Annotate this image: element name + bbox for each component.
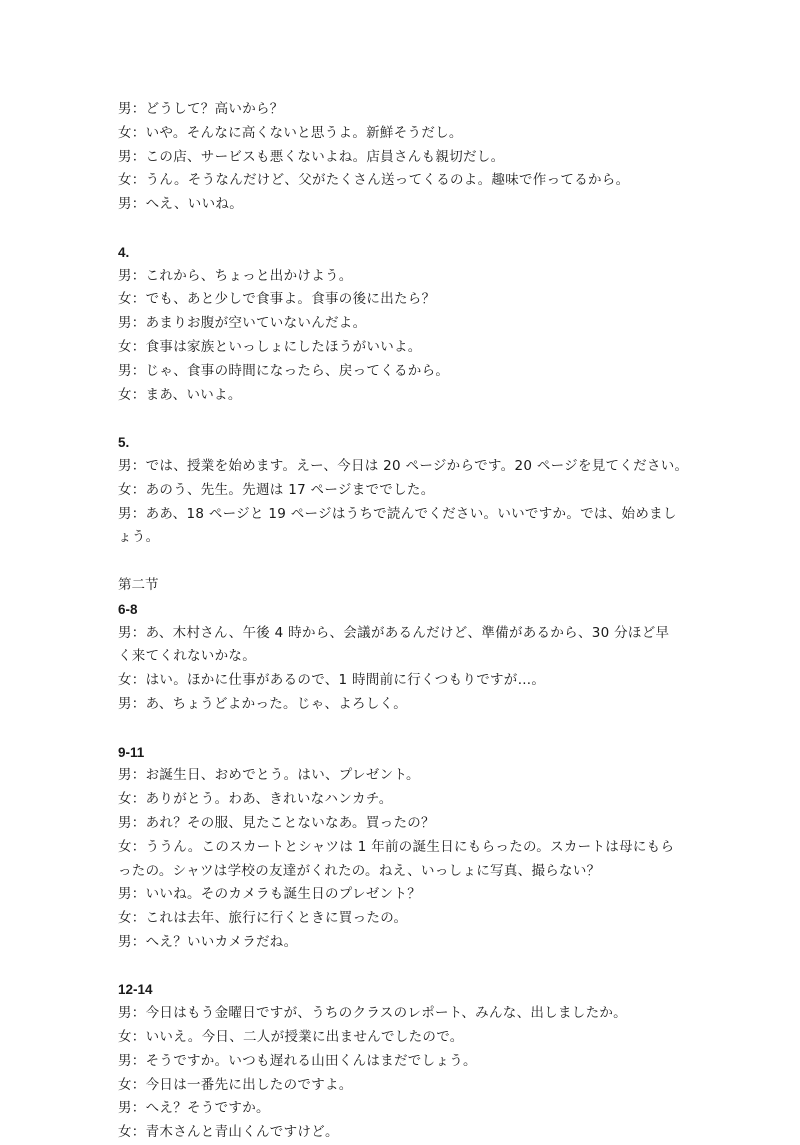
dialogue-line: 男：お誕生日、おめでとう。はい、プレゼント。 (118, 767, 420, 784)
dialogue-line: 男：この店、サービスも悪くないよね。店員さんも親切だし。 (118, 148, 505, 165)
dialogue-line: 男：あまりお腹が空いていないんだよ。 (118, 315, 367, 332)
dialogue-line: 男：あ、ちょうどよかった。じゃ、よろしく。 (118, 695, 407, 712)
dialogue-block-9-11 (118, 741, 688, 955)
dialogue-line: 女：まあ、いいよ。 (118, 386, 242, 403)
dialogue-line: 男：そうですか。いつも遅れる山田くんはまだでしょう。 (118, 1052, 477, 1069)
dialogue-line: 女：ううん。このスカートとシャツは 1 年前の誕生日にもらったの。スカートは母にもら (118, 838, 675, 855)
dialogue-block-6-8 (118, 598, 688, 717)
spacer (118, 550, 688, 574)
dialogue-line: 男：いいね。そのカメラも誕生日のプレゼント？ (118, 886, 422, 903)
dialogue-line: 女：あのう、先生。先週は 17 ページまででした。 (118, 481, 435, 498)
section-title: 第二节 (118, 576, 159, 593)
dialogue-line: 女：うん。そうなんだけど、父がたくさん送ってくるのよ。趣味で作ってるから。 (118, 172, 630, 189)
dialogue-line: ったの。シャツは学校の友達がくれたの。ねえ、いっしょに写真、撮らない？ (118, 862, 601, 879)
dialogue-line: 男：では、授業を始めます。えー、今日は 20 ページからです。20 ページを見てください。 (118, 457, 689, 474)
dialogue-line: 女：これは去年、旅行に行くときに買ったの。 (118, 910, 408, 927)
dialogue-line: 男：へえ？そうですか。 (118, 1100, 270, 1117)
dialogue-line: 女：はい。ほかに仕事があるので、1 時間前に行くつもりですが…。 (118, 672, 546, 689)
spacer (118, 955, 688, 979)
dialogue-line: 女：いや。そんなに高くないと思うよ。新鮮そうだし。 (118, 124, 463, 141)
dialogue-line: 男：へえ？いいカメラだね。 (118, 933, 298, 950)
dialogue-block-12-14 (118, 978, 688, 1145)
question-number: 9-11 (118, 744, 145, 760)
dialogue-line: 男：あ、木村さん、午後 4 時から、会議があるんだけど、準備があるから、30 分ほど早 (118, 624, 670, 641)
dialogue-line: 男：じゃ、食事の時間になったら、戻ってくるから。 (118, 362, 450, 379)
transcript-page (118, 98, 688, 1145)
dialogue-block-5 (118, 431, 688, 550)
dialogue-line: 男：これから、ちょっと出かけよう。 (118, 267, 353, 284)
dialogue-line: ょう。 (118, 529, 160, 546)
dialogue-line: 女：ありがとう。わあ、きれいなハンカチ。 (118, 791, 393, 808)
spacer (118, 717, 688, 741)
question-number: 4. (118, 244, 130, 260)
spacer (118, 217, 688, 241)
dialogue-block-3 (118, 98, 688, 217)
dialogue-line: 男：どうして？高いから？ (118, 101, 284, 117)
dialogue-line: 男：今日はもう金曜日ですが、うちのクラスのレポート、みんな、出しましたか。 (118, 1005, 627, 1022)
question-number: 5. (118, 435, 130, 451)
spacer (118, 407, 688, 431)
dialogue-line: 男：あれ？その服、見たことないなあ。買ったの？ (118, 814, 435, 831)
dialogue-line: 女：食事は家族といっしょにしたほうがいいよ。 (118, 338, 422, 355)
dialogue-block-4 (118, 241, 688, 408)
dialogue-line: 女：でも、あと少しで食事よ。食事の後に出たら？ (118, 291, 436, 308)
dialogue-line: 女：今日は一番先に出したのですよ。 (118, 1076, 353, 1093)
dialogue-line: 男：へえ、いいね。 (118, 196, 244, 213)
question-number: 6-8 (118, 601, 138, 617)
dialogue-line: 女：青木さんと青山くんですけど。 (118, 1124, 339, 1141)
dialogue-line: 女：いいえ。今日、二人が授業に出ませんでしたので。 (118, 1029, 464, 1046)
question-number: 12-14 (118, 982, 153, 998)
dialogue-line: 男：ああ、18 ページと 19 ページはうちで読んでください。いいですか。では、始めまし (118, 505, 677, 522)
dialogue-line: く来てくれないかな。 (118, 648, 256, 665)
